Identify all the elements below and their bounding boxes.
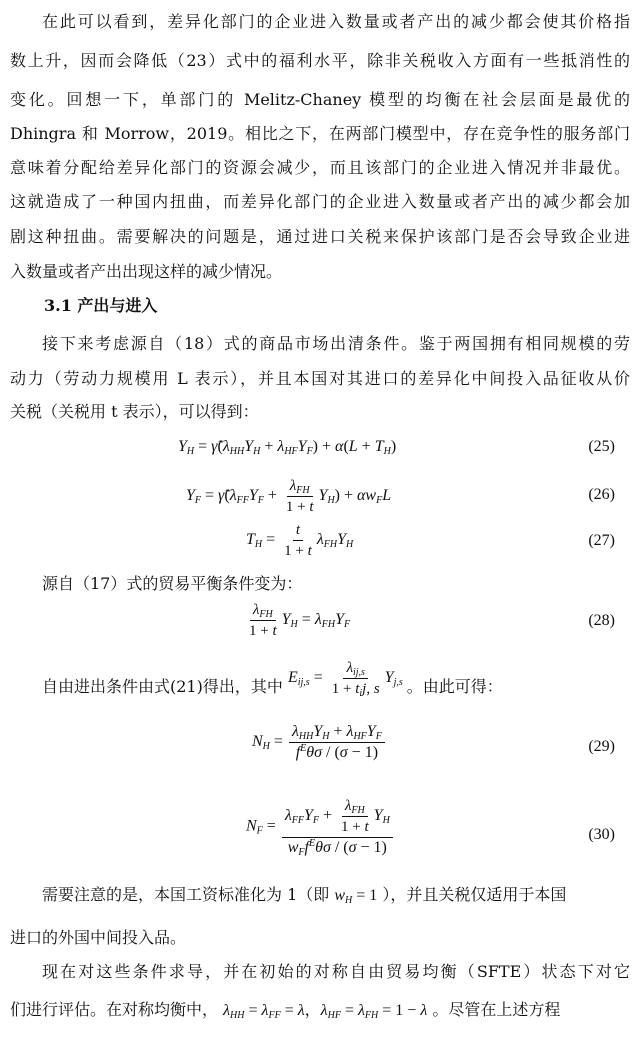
- paragraph-line: 在此可以看到，差异化部门的企业进入数量或者产出的减少都会使其价格指: [42, 12, 630, 31]
- equation-number: (28): [588, 612, 615, 629]
- equation-number: (25): [588, 438, 615, 455]
- paragraph-line: 入数量或者产出出现这样的减少情况。: [10, 262, 283, 281]
- section-number: 3.1: [44, 296, 72, 315]
- equation-28: $\frac{\lambda_{FH}}{1 + t}$ $Y_H = \lambda_{FH}Y_F$: [249, 602, 351, 639]
- paragraph-text: 需要注意的是，本国工资标准化为 1（即: [42, 885, 330, 904]
- free-entry-text: 。由此可得：: [406, 677, 503, 697]
- equation-number: (26): [588, 486, 615, 503]
- paragraph-line: 变化。回想一下，单部门的 Melitz-Chaney 模型的均衡在社会层面是最优的: [10, 90, 630, 109]
- paragraph-text: 。尽管在上述方程: [432, 1000, 561, 1019]
- section-title: 产出与进入: [77, 296, 158, 315]
- paragraph-line: 数上升，因而会降低（23）式中的福利水平，除非关税收入方面有一些抵消性的: [10, 51, 630, 70]
- paragraph-line: 意味着分配给差异化部门的资源会减少，而且该部门的企业进入情况并非最优。: [10, 158, 630, 177]
- paragraph-line: 这就造成了一种国内扭曲，而差异化部门的企业进入数量或者产出的减少都会加: [10, 192, 630, 211]
- paragraph-line: 关税（关税用 t 表示），可以得到：: [10, 402, 259, 421]
- paragraph-line: 进口的外国中间投入品。: [10, 928, 187, 947]
- section-heading: [44, 296, 639, 316]
- free-entry-text: 自由进出条件由式(21)得出，其中: [42, 677, 283, 697]
- paragraph-line: 剧这种扭曲。需要解决的问题是，通过进口关税来保护该部门是否会导致企业进: [10, 227, 630, 246]
- paragraph-text: 们进行评估。在对称均衡中，: [10, 1000, 219, 1019]
- equation-number: (30): [588, 826, 615, 843]
- paragraph-text: ），并且关税仅适用于本国: [382, 885, 567, 904]
- paragraph-line: 动力（劳动力规模用 L 表示），并且本国对其进口的差异化中间投入品征收从价: [10, 369, 630, 388]
- paragraph-line: 现在对这些条件求导，并在初始的对称自由贸易均衡（SFTE）状态下对它: [42, 962, 630, 981]
- equation-26: $Y_F$ = $\gammã(\lambda_{FF}Y_F$ + $\frac{\lambda_{FH}}{1 + t}$ $Y_H) + \alpha w_FL$: [186, 478, 392, 515]
- paragraph-line: [42, 885, 630, 906]
- equation-number: (27): [588, 532, 615, 549]
- paragraph-line: 接下来考虑源自（18）式的商品市场出清条件。鉴于两国拥有相同规模的劳: [42, 334, 630, 353]
- paragraph-line: 源自（17）式的贸易平衡条件变为：: [42, 574, 303, 593]
- free-entry-line: [42, 660, 630, 709]
- inline-formula-wH: $w_H = 1$: [334, 887, 378, 906]
- equation-25: $Y_H$ = $\gammã(\lambda_{HH}Y_H + \lambda_{HF}Y_F) + \alpha(L + T_H)$: [178, 438, 397, 457]
- inline-formula-symmetry: $\lambda_{HH} = \lambda_{FF} = \lambda$，$\lambda_{HF} = \lambda_{FH} = 1 - \lambda$: [223, 1002, 428, 1021]
- equation-30: $N_F$ = $\lambda_{FF}Y_F$ + $\frac{\lambda_{FH}}{1 + t}$ $Y_H$ $w_Ff^E\theta\sigma / (\sigma - 1)$: [246, 796, 395, 858]
- equation-number: (29): [588, 738, 615, 755]
- paragraph-line: [10, 1000, 630, 1021]
- equation-27: $T_H$ = $\frac{t}{1 + t}$ $\lambda_{FH}Y_H$: [246, 522, 354, 559]
- inline-formula-E: $E_{ij,s}$ = $\frac{\lambda_{ij,s}}{1 + t_ij, s}$ $Y_{j,s}$: [287, 660, 403, 699]
- equation-29: $N_H$ = $\frac{\lambda_{HH}Y_H + \lambda_{HF}Y_F}{f^E\theta\sigma / (\sigma - 1)}$: [252, 722, 387, 763]
- paragraph-line: Dhingra 和 Morrow，2019。相比之下，在两部门模型中，存在竞争性的服务部门: [10, 124, 630, 143]
